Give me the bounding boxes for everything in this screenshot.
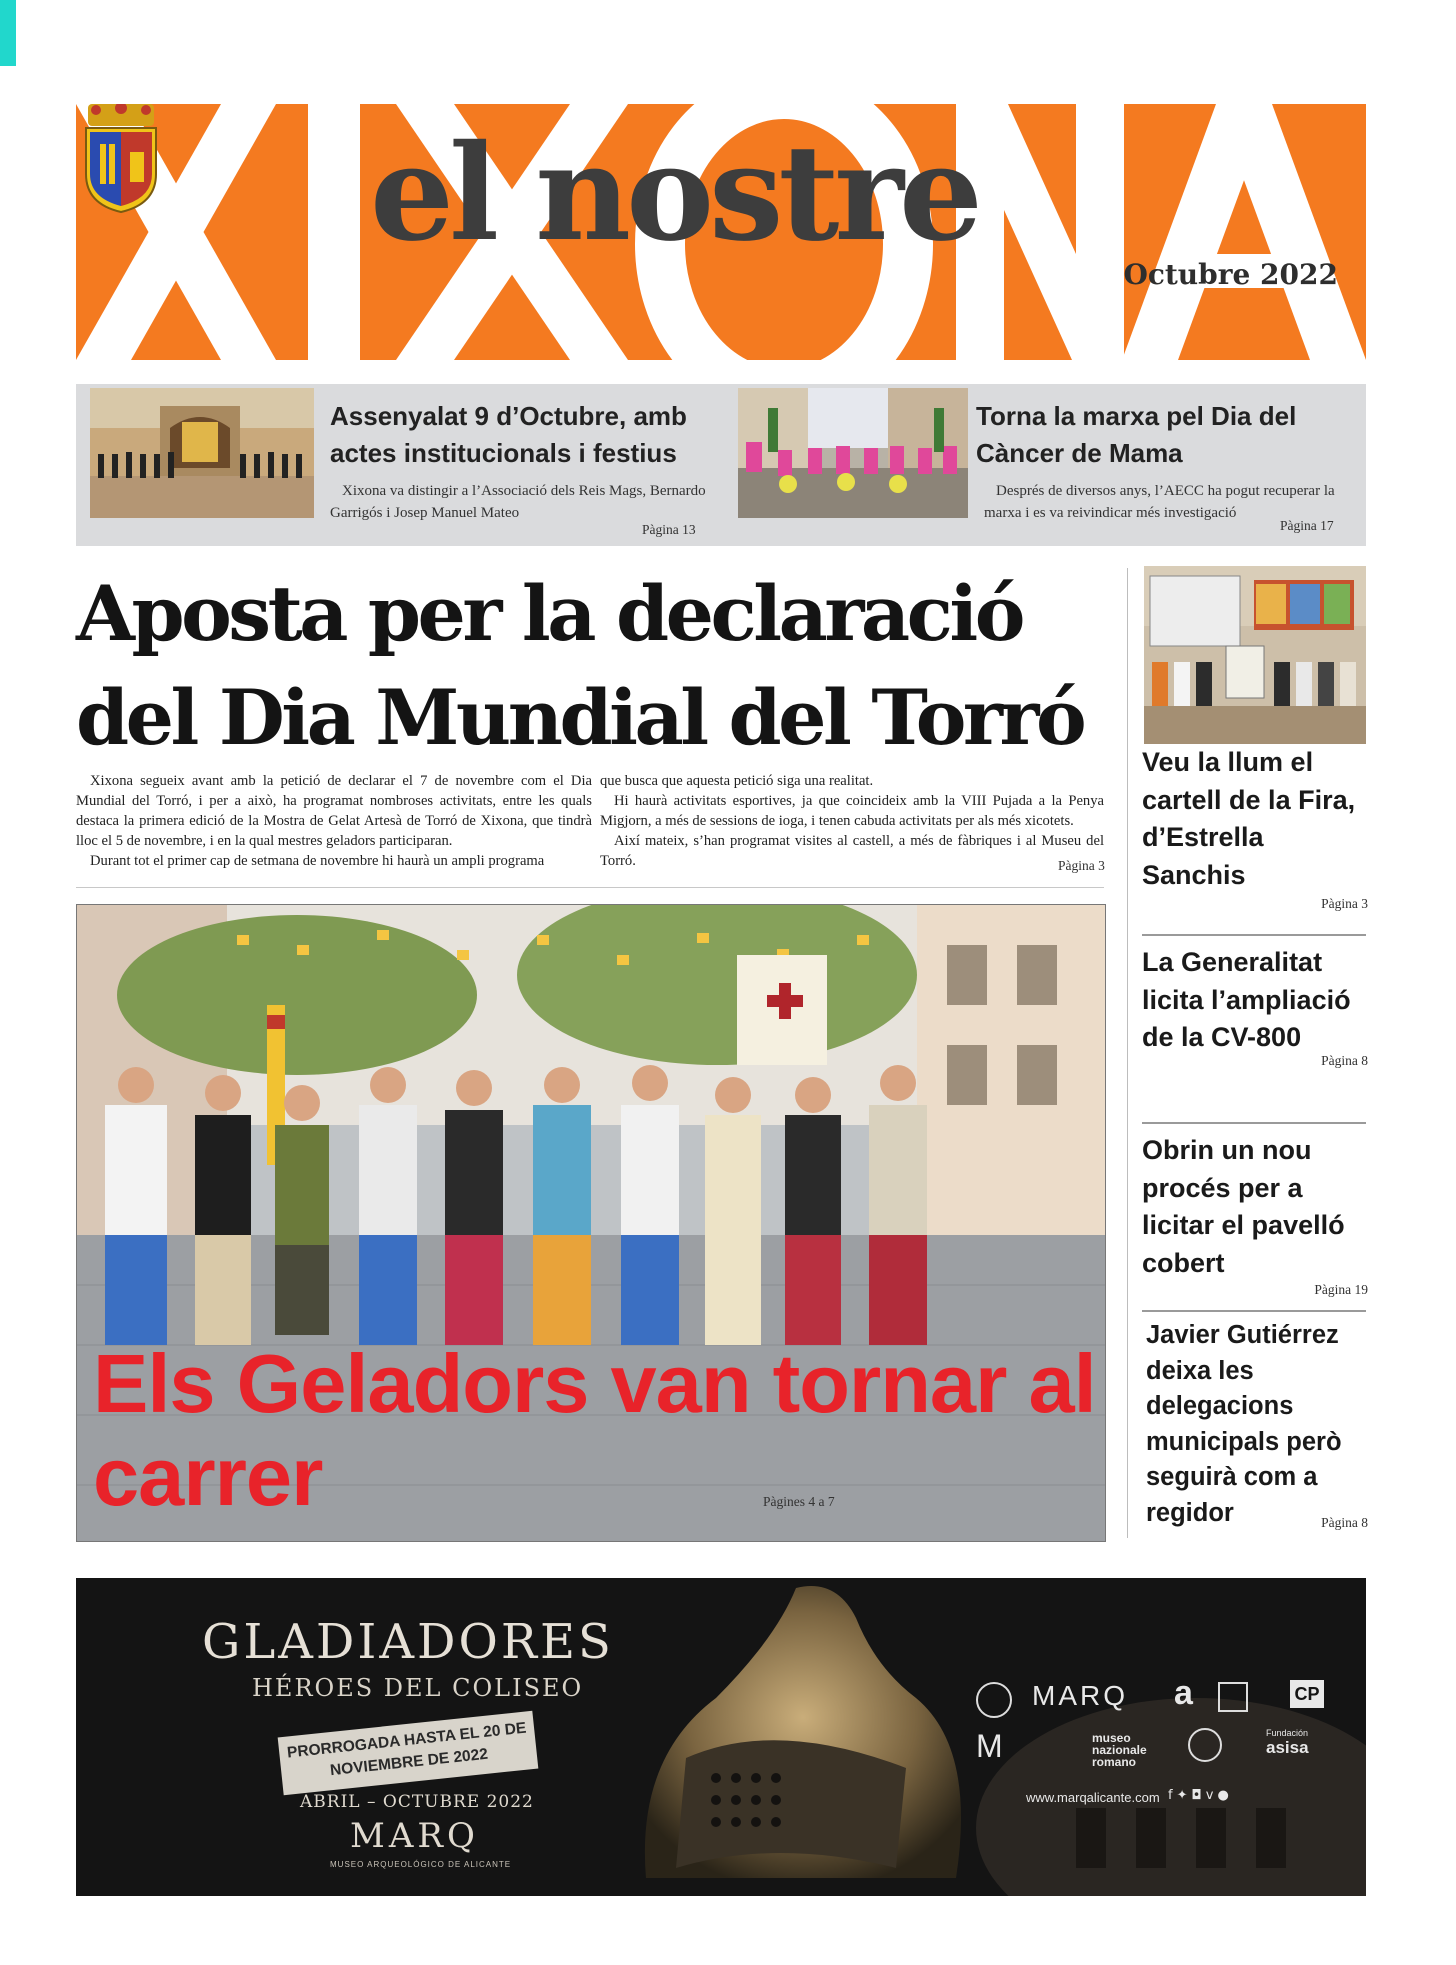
sidebar-story-poster[interactable]	[1142, 744, 1368, 912]
crest-logo-icon	[1188, 1728, 1222, 1762]
ad-subtitle: HÉROES DEL COLISEO	[252, 1674, 584, 1702]
lead-column-2	[600, 771, 1104, 871]
hero-photo-story[interactable]	[76, 904, 1106, 1542]
masthead	[76, 104, 1366, 360]
sidebar-story-title: Javier Gutiérrez deixa les delegacions municipals però seguirà com a regidor	[1146, 1321, 1342, 1527]
lead-paragraph: Així mateix, s’han programat visites al castell, a més de fàbriques i al Museu del Torró.	[600, 833, 1104, 869]
sidebar-story-page: Pàgina 19	[1314, 1282, 1368, 1297]
lead-page-ref: Pàgina 3	[1058, 858, 1105, 873]
sidebar-story-page: Pàgina 8	[1321, 1515, 1368, 1530]
sidebar-story-page: Pàgina 8	[1321, 1052, 1368, 1068]
institution-logo-icon	[1218, 1682, 1248, 1712]
masthead-brand: el nostre	[370, 116, 978, 271]
teaser-summary: Xixona va distingir a l’Associació dels Reis Mags, Bernardo Garrigós i Josep Manuel Mateo	[330, 483, 706, 521]
ad-title: GLADIADORES	[202, 1614, 614, 1670]
edition-date: Octubre 2022	[1123, 258, 1338, 291]
social-icons	[1168, 1788, 1233, 1803]
sidebar-story-cv800[interactable]	[1142, 944, 1368, 1069]
lead-paragraph: que busca que aquesta petició siga una realitat.	[600, 773, 874, 789]
asisa-logo: asisa	[1266, 1738, 1309, 1757]
sidebar-story-title: La Generalitat licita l’ampliació de la CV-800	[1142, 947, 1351, 1052]
sidebar-divider	[1127, 568, 1128, 1538]
fundacion-label: Fundación	[1266, 1728, 1309, 1738]
sidebar-story-title: Veu la llum el cartell de la Fira, d’Estrella Sanchis	[1142, 747, 1356, 890]
sidebar-story-gutierrez[interactable]	[1146, 1318, 1368, 1531]
advertisement-gladiadores[interactable]	[76, 1578, 1366, 1896]
ad-museum-name: MARQ	[350, 1816, 479, 1856]
marq-logo: MARQ	[1032, 1680, 1128, 1711]
ad-dates: ABRIL – OCTUBRE 2022	[300, 1792, 534, 1812]
teaser-cancer-march[interactable]	[724, 384, 1366, 546]
museo-romano-logo: museo nazionale romano	[1092, 1731, 1147, 1769]
sidebar-photo-poster	[1144, 566, 1366, 744]
teaser-summary: Després de diversos anys, l’AECC ha pogut recuperar la marxa i es va reivindicar més investigació	[984, 483, 1335, 521]
section-divider	[76, 887, 1104, 888]
teaser-photo-ceremony	[90, 388, 314, 518]
teaser-band	[76, 384, 1366, 546]
twitter-icon: ✦	[1176, 1788, 1192, 1803]
teaser-title: Torna la marxa pel Dia del Càncer de Mama	[976, 401, 1297, 468]
cp-logo: CP	[1290, 1680, 1324, 1708]
sidebar-story-title: Obrin un nou procés per a licitar el pavelló cobert	[1142, 1135, 1345, 1278]
lead-paragraph: Durant tot el primer cap de setmana de novembre hi haurà un ampli programa	[90, 853, 545, 869]
hero-headline: Els Geladors van tornar al carrer	[93, 1337, 1096, 1523]
flickr-icon: ●	[1217, 1788, 1233, 1803]
museum-seal-icon	[976, 1682, 1012, 1718]
lead-headline: Aposta per la declaració del Dia Mundial del Torró	[76, 569, 1084, 762]
sidebar-separator	[1142, 1310, 1366, 1312]
lead-paragraph: Hi haurà activitats esportives, ja que coincideix amb la VIII Pujada a la Penya Migjorn, a més de sessions de ioga, i tenen cabuda activitats per als més xicotets.	[600, 793, 1104, 829]
museo-napoli-logo: M	[976, 1728, 1003, 1764]
ad-museum-subtitle: MUSEO ARQUEOLÓGICO DE ALICANTE	[330, 1860, 512, 1869]
hero-page-ref: Pàgines 4 a 7	[763, 1494, 835, 1509]
teaser-photo-march	[738, 388, 968, 518]
facebook-icon: f	[1168, 1788, 1177, 1803]
vimeo-icon: v	[1205, 1788, 1218, 1803]
coat-of-arms-icon	[76, 104, 166, 214]
page-corner-tab	[0, 0, 16, 66]
teaser-page: Pàgina 17	[1280, 518, 1334, 533]
instagram-icon: ◘	[1191, 1788, 1206, 1803]
teaser-page: Pàgina 13	[642, 522, 696, 537]
sidebar-separator	[1142, 934, 1366, 936]
teaser-title: Assenyalat 9 d’Octubre, amb actes institucionals i festius	[330, 401, 687, 468]
sidebar-separator	[1142, 1122, 1366, 1124]
diputacion-logo: a	[1174, 1674, 1193, 1712]
ad-url: www.marqalicante.com	[1026, 1790, 1160, 1805]
sidebar-story-pavello[interactable]	[1142, 1132, 1368, 1298]
ad-extension-stamp: PRORROGADA HASTA EL 20 DE NOVIEMBRE DE 2022	[278, 1711, 539, 1795]
teaser-institutional[interactable]	[76, 384, 716, 546]
sidebar-story-page: Pàgina 3	[1321, 896, 1368, 911]
lead-column-1	[76, 771, 592, 871]
lead-paragraph: Xixona segueix avant amb la petició de declarar el 7 de novembre com el Dia Mundial del Torró, i per a això, ha programat nombroses activitats, entre les quals destaca la primera edició de la Mostra de Gelat Artesà de Torró de Xixona, que tindrà lloc el 5 de novembre, i en la qual mestres geladors participaran.	[76, 773, 592, 849]
